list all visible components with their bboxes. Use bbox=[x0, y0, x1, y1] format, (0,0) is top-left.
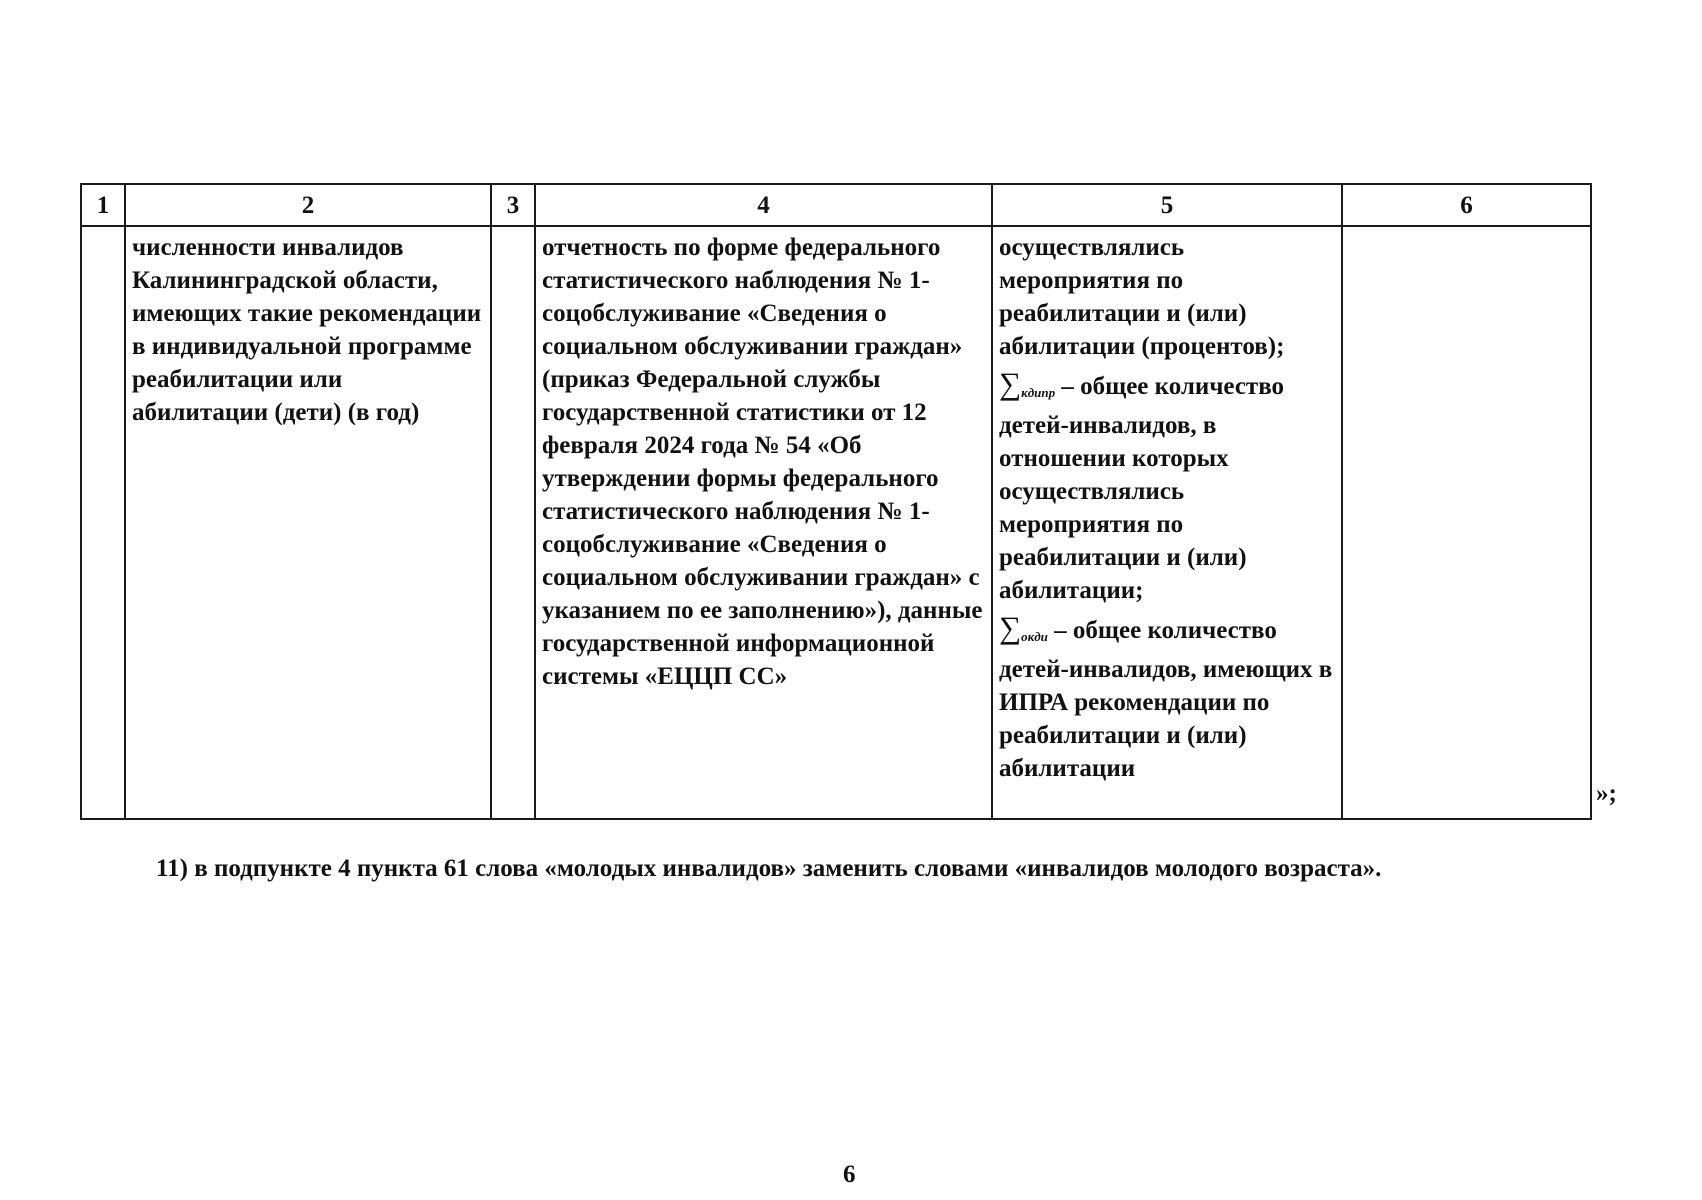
sigma-symbol: ∑ bbox=[999, 610, 1022, 645]
column-header-4: 4 bbox=[535, 184, 992, 226]
sigma-subscript: кдипр bbox=[1021, 385, 1056, 400]
column-header-6: 6 bbox=[1342, 184, 1591, 226]
formula-term-1-text: – общее количество детей-инвалидов, в отношении которых осуществлялись мероприятия по реабилитации и (или) абилитации; bbox=[999, 373, 1285, 604]
sigma-symbol: ∑ bbox=[999, 366, 1022, 401]
criteria-table bbox=[80, 183, 1592, 820]
formula-text-continuation: осуществлялись мероприятия по реабилитации и (или) абилитации (процентов); bbox=[999, 234, 1285, 360]
formula-explanation bbox=[993, 227, 1341, 785]
sigma-subscript: окди bbox=[1021, 629, 1048, 644]
cell-col5 bbox=[992, 226, 1342, 819]
table-row bbox=[81, 226, 1591, 819]
cell-col2 bbox=[125, 226, 491, 819]
header-row bbox=[81, 184, 1591, 226]
column-header-5: 5 bbox=[992, 184, 1342, 226]
column-header-2: 2 bbox=[125, 184, 491, 226]
cell-col3 bbox=[491, 226, 535, 819]
amendment-paragraph: 11) в подпункте 4 пункта 61 слова «молодых инвалидов» заменить словами «инвалидов молодого возраста». bbox=[156, 855, 1382, 882]
formula-term-1 bbox=[999, 367, 1335, 607]
data-source-text: отчетность по форме федерального статистического наблюдения № 1-соцобслуживание «Сведения о социальном обслуживании граждан» (приказ Федеральной службы государственной статистики от 12 февраля 2024 года № 54 «Об утверждении формы федерального статистического наблюдения № 1-соцобслуживание «Сведения о социальном обслуживании граждан» с указанием по ее заполнению»), данные государственной информационной системы «ЕЦЦП СС» bbox=[542, 234, 983, 690]
column-header-1: 1 bbox=[81, 184, 125, 226]
cell-col4 bbox=[535, 226, 992, 819]
page-number: 6 bbox=[843, 1161, 856, 1188]
indicator-description: численности инвалидов Калининградской области, имеющих такие рекомендации в индивидуальной программе реабилитации или абилитации (дети) (в год) bbox=[132, 234, 482, 426]
closing-quote: »; bbox=[1596, 780, 1617, 807]
formula-term-2 bbox=[999, 611, 1335, 785]
cell-col6 bbox=[1342, 226, 1591, 819]
formula-term-2-text: – общее количество детей-инвалидов, имеющих в ИПРА рекомендации по реабилитации и (или) абилитации bbox=[999, 617, 1333, 782]
column-header-3: 3 bbox=[491, 184, 535, 226]
cell-col1 bbox=[81, 226, 125, 819]
